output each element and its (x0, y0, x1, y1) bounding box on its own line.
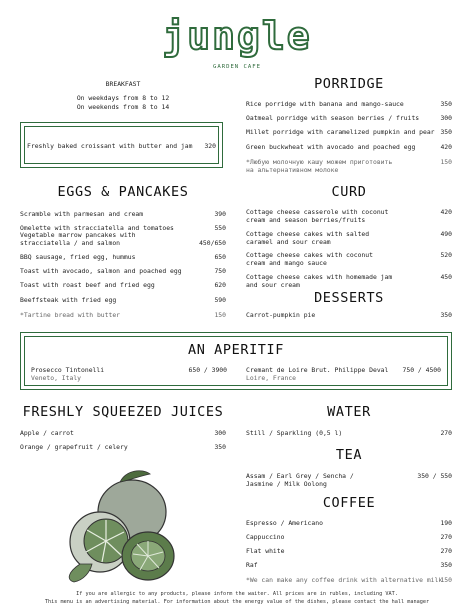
section-title-coffee: COFFEE (322, 495, 376, 511)
menu-item-price: 350 (440, 128, 452, 136)
menu-item (20, 443, 226, 451)
section-title-eggs: EGGS & PANCAKES (57, 184, 189, 200)
featured-box (20, 122, 223, 168)
logo-text: jungle (162, 14, 312, 58)
menu-item-price: 350 (440, 100, 452, 108)
menu-item (246, 208, 396, 224)
menu-item-price: 620 (214, 281, 226, 289)
menu-note-text: *We can make any coffee drink with alternative milk (246, 576, 443, 584)
menu-item-name: Scramble with parmesan and cream (20, 210, 144, 218)
menu-item (246, 114, 452, 122)
menu-note-text: на альтернативном молоке (246, 166, 339, 174)
menu-item-price: 390 (214, 210, 226, 218)
menu-item-price: 750 / 4500 (402, 366, 441, 374)
menu-item (20, 296, 226, 304)
menu-item-name: Cappuccino (246, 533, 285, 541)
menu-item (246, 128, 452, 136)
menu-item-price: 350 / 550 (417, 472, 452, 480)
menu-item-price: 420 (440, 208, 452, 216)
section-title-tea: TEA (335, 447, 363, 463)
menu-item-name: Still / Sparkling (0,5 l) (246, 429, 343, 437)
featured-item-name: Freshly baked croissant with butter and jam (27, 142, 193, 150)
menu-item-name: Cremant de Loire Brut. Philippe Deval (246, 366, 389, 374)
menu-item (246, 547, 452, 555)
menu-item-origin: Veneto, Italy (31, 374, 82, 382)
menu-item-price: 490 (440, 230, 452, 238)
menu-item-price: 650 / 3900 (188, 366, 227, 374)
menu-item-name: Cottage cheese cakes with coconut cream and mango sauce (246, 251, 373, 267)
menu-item-name: Carrot-pumpkin pie (246, 311, 316, 319)
menu-item-price: 750 (214, 267, 226, 275)
menu-item-price: 550 (214, 224, 226, 232)
menu-item-name: Beeffsteak with fried egg (20, 296, 117, 304)
menu-item-name: Prosecco Tintonelli (31, 366, 105, 374)
logo (0, 14, 474, 58)
menu-item-price: 300 (440, 114, 452, 122)
menu-item-name: Cottage cheese cakes with homemade jam and sour cream (246, 273, 393, 289)
menu-item (246, 561, 452, 569)
menu-note-text: *Tartine bread with butter (20, 311, 121, 319)
section-title-porridge: PORRIDGE (314, 76, 384, 92)
footer-advertising-note: This menu is an advertising material. For information about the energy value of the dishes, please contact the hall manager (44, 599, 430, 605)
menu-item-name: Apple / carrot (20, 429, 74, 437)
menu-item (246, 100, 452, 108)
menu-item-price: 270 (440, 547, 452, 555)
menu-item-price: 450/650 (199, 239, 226, 247)
menu-item-price: 150 (440, 158, 452, 166)
menu-item-name: Raf (246, 561, 258, 569)
menu-item-price: 520 (440, 251, 452, 259)
menu-item-name: Vegetable marrow pancakes with stracciatella / and salmon (20, 231, 136, 247)
section-title-water: WATER (327, 404, 371, 420)
menu-item-name: Toast with avocado, salmon and poached egg (20, 267, 182, 275)
menu-item (20, 267, 226, 275)
menu-item (246, 366, 441, 374)
aperitif-box (20, 332, 452, 390)
section-title-juices: FRESHLY SQUEEZED JUICES (22, 404, 224, 420)
menu-item-name: Green buckwheat with avocado and poached egg (246, 143, 416, 151)
featured-item-price: 320 (204, 142, 216, 150)
menu-item-name: Toast with roast beef and fried egg (20, 281, 155, 289)
section-title-desserts: DESSERTS (314, 290, 384, 306)
menu-item-name: Assam / Earl Grey / Sencha / Jasmine / Milk Oolong (246, 472, 354, 488)
menu-item (246, 311, 452, 319)
menu-item-name: Orange / grapefruit / celery (20, 443, 128, 451)
menu-item (246, 533, 452, 541)
menu-item (20, 231, 175, 247)
menu-item-price: 350 (440, 311, 452, 319)
coffee-note (246, 576, 452, 584)
menu-item-price: 190 (440, 519, 452, 527)
menu-item (246, 472, 376, 488)
breakfast-hours-weekends: On weekends from 8 to 14 (76, 103, 170, 112)
menu-item (20, 429, 226, 437)
menu-item (246, 519, 452, 527)
menu-item-price: 150 (214, 311, 226, 319)
menu-item (246, 273, 396, 289)
menu-item-price: 300 (214, 429, 226, 437)
porridge-note (246, 158, 452, 174)
menu-item-price: 350 (214, 443, 226, 451)
section-title-curd: CURD (331, 184, 367, 200)
menu-item (246, 143, 452, 151)
menu-item (246, 429, 452, 437)
menu-item-name: Flat white (246, 547, 285, 555)
menu-item-name: Rice porridge with banana and mango-sauce (246, 100, 404, 108)
menu-item-name: Oatmeal porridge with season berries / fruits (246, 114, 420, 122)
menu-item (246, 251, 396, 267)
menu-item-origin: Loire, France (246, 374, 297, 382)
breakfast-title: BREAKFAST (105, 80, 141, 88)
menu-item-price: 270 (440, 429, 452, 437)
menu-item-name: BBQ sausage, fried egg, hummus (20, 253, 136, 261)
breakfast-hours-weekdays: On weekdays from 8 to 12 (76, 93, 170, 102)
menu-item-price: 650 (214, 253, 226, 261)
menu-item (20, 281, 226, 289)
menu-item (20, 253, 226, 261)
menu-item-name: Omelette with stracciatella and tomatoes (20, 224, 174, 232)
menu-item-price: 420 (440, 143, 452, 151)
menu-item-name: Espresso / Americano (246, 519, 323, 527)
menu-item-price: 270 (440, 533, 452, 541)
tagline: GARDEN CAFE (212, 64, 262, 70)
section-title-aperitif: AN APERITIF (187, 342, 284, 358)
menu-item (246, 230, 396, 246)
menu-item-name: Millet porridge with caramelized pumpkin and pear (246, 128, 435, 136)
menu-item (20, 210, 226, 218)
featured-item (27, 142, 216, 150)
breakfast-info (0, 80, 246, 113)
menu-item-price: 590 (214, 296, 226, 304)
citrus-illustration (60, 468, 180, 586)
menu-item (31, 366, 227, 374)
menu-item-name: Cottage cheese cakes with salted caramel and sour cream (246, 230, 370, 246)
menu-item-price: 350 (440, 561, 452, 569)
eggs-note (20, 311, 226, 319)
footer-allergy-note: If you are allergic to any products, please inform the waiter. All prices are in rubles, including VAT. (76, 591, 398, 597)
menu-item-price: 450 (440, 273, 452, 281)
menu-note-text: *Любую молочную кашу можем приготовить (246, 158, 393, 166)
menu-item-name: Cottage cheese casserole with coconut cream and season berries/fruits (246, 208, 389, 224)
menu-item-price: 150 (440, 576, 452, 584)
